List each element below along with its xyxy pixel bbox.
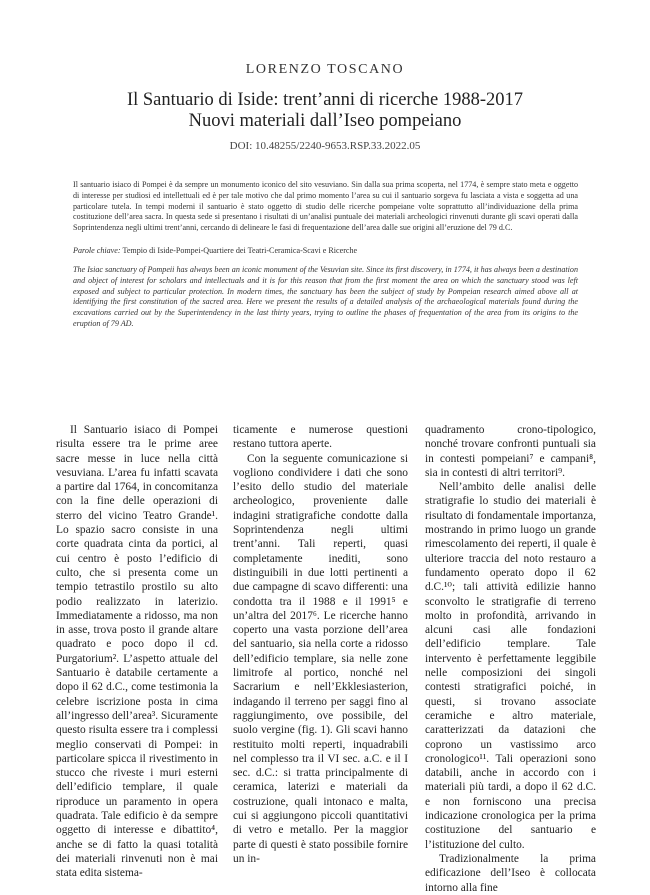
body-paragraph: quadramento crono-tipologico, nonché trovare confronti puntuali sia in contesti pompeiani⁷ e campani⁸, sia in contesti di altri territori⁹. [425,424,596,479]
body-paragraph: Nell’ambito delle analisi delle stratigrafie lo studio dei materiali è risultato di fondamentale importanza, mostrando in primo luogo un grande rimescolamento dei reperti, il quale è ulteriore traccia del noto restauro a fundamento operato dopo il 62 d.C.¹⁰; tali attività edilizie hanno sconvolto le stratigrafie di terreno molto in profondità, arrivando in alcuni casi alle fondazioni dell’edificio templare. Tale intervento è perfettamente leggibile nelle composizioni dei singoli contesti stratigrafici poiché, in questi, si trovano associate ceramiche e altro materiale, caratterizzati da datazioni che coprono un vastissimo arco cronologico¹¹. Tali operazioni sono databili, anche in accordo con i materiali più tardi, a dopo il 62 d.C. e non forniscono una precisa indicazione cronologica per la prima costituzione del santuario e l’istituzione del culto. [425,481,596,851]
body-paragraph: Il Santuario isiaco di Pompei risulta essere tra le prime aree sacre messe in luce nella città vesuviana. L’area fu infatti scavata a partire dal 1764, in concomitanza con la fine delle operazioni di sterro del vicino Teatro Grande¹. Lo spazio sacro consiste in una corte quadrata cinta da portici, al cui centro è posto l’edificio di culto, che si presenta come un tempio tetrastilo prostilo su alto podio realizzato in laterizio. Immediatamente a ridosso, ma non in asse, trova posto il grande altare quadrato e poco dopo il cd. Purgatorium². L’aspetto attuale del Santuario è databile certamente a dopo il 62 d.C., come testimonia la celebre iscrizione posta in cima all’ingresso dell’area³. Sicuramente questo risulta essere tra i complessi meglio conservati di Pompei: in particolare spicca il rivestimento in stucco che riveste i muri esterni dell’edificio templare, il quale riproduce un paramento in opera quadrata. Tale edificio è da sempre oggetto di interesse e dibattito⁴, anche se di fatto la quasi totalità dei materiali rinvenuti non è mai stata edita sistema- [56,424,218,880]
title-line-1: Il Santuario di Iside: trent’anni di ricerche 1988-2017 [126,90,524,110]
body-column-3 [425,423,596,894]
keywords-label: Parole chiave: [73,246,121,255]
body-column-1 [56,423,218,880]
keywords [73,246,578,257]
article-title [0,90,650,132]
title-line-2: Nuovi materiali dall’Iseo pompeiano [188,111,462,131]
body-paragraph: Con la seguente comunicazione si vogliono condividere i dati che sono l’esito dello studio del materiale archeologico, proveniente dalle indagini stratigrafiche condotte dalla Soprintendenza negli ultimi trent’anni. Tali reperti, quasi completamente inediti, sono distinguibili in due lotti pertinenti a due campagne di scavo differenti: una condotta tra il 1988 e il 1991⁵ e un’altra del 2017⁶. Le ricerche hanno coperto una vasta porzione dell’area del santuario, sia nella corte a ridosso dell’edificio templare, sia nelle zone limitrofe al portico, nonché nel Sacrarium e nell’Ekklesiasterion, indagando il terreno per saggi fino al raggiungimento, ove possibile, del suolo vergine (fig. 1). Gli scavi hanno restituito molti reperti, inquadrabili nel complesso tra il VI sec. a.C. e il I sec. d.C.: si tratta principalmente di ceramica, laterizi e materiali da costruzione, quali intonaco e malta, cui si aggiungono piccoli quantitativi di vetro e metallo. Per la maggior parte di questi è stato possibile fornire un in- [233,452,408,865]
abstract-italian: Il santuario isiaco di Pompei è da sempre un monumento iconico del sito vesuviano. Sin dalla sua prima scoperta, nel 1774, è sempre stato meta e oggetto di interesse per studiosi ed intellettuali ed è per tale motivo che dal primo momento l’area su cui il santuario sorgeva fu lasciata a vista e soggetta ad una particolare tutela. In tempi moderni il santuario è stato oggetto di studio delle ricerche pompeiane volte soprattutto all’individuazione della prima costituzione dell’area sacra. In questa sede si presentano i risultati di un’analisi puntuale dei materiali archeologici rinvenuti durante gli scavi operati dalla Soprintendenza negli ultimi trent’anni, cercando di delineare le fasi di frequentazione dell’area dalle sue origini all’eruzione del 79 d.C. [73,180,578,233]
body-paragraph: Tradizionalmente la prima edificazione dell’Iseo è collocata intorno alla fine [425,852,596,894]
doi: DOI: 10.48255/2240-9653.RSP.33.2022.05 [229,140,421,152]
author-name: LORENZO TOSCANO [245,62,405,77]
body-paragraph: ticamente e numerose questioni restano tuttora aperte. [233,424,408,451]
body-column-2 [233,423,408,865]
abstract-english: The Isiac sanctuary of Pompeii has always been an iconic monument of the Vesuvian site. Since its first discovery, in 1774, it has always been a destination and object of interest for scholars and intellectuals and it is for this reason that from the first moment the area on which the sanctuary stood was left exposed and subject to particular protection. In modern times, the sanctuary has been the subject of study by Pompeian research aimed above all at identifying the first constitution of the sacred area. Here we present the results of a detailed analysis of the archaeological materials found during the excavations carried out by the Superintendency in the last thirty years, trying to outline the phases of frequentation of the area from its origins to the eruption of 79 AD. [73,265,578,328]
keywords-text: Tempio di Iside-Pompei-Quartiere dei Teatri-Ceramica-Scavi e Ricerche [120,246,358,255]
